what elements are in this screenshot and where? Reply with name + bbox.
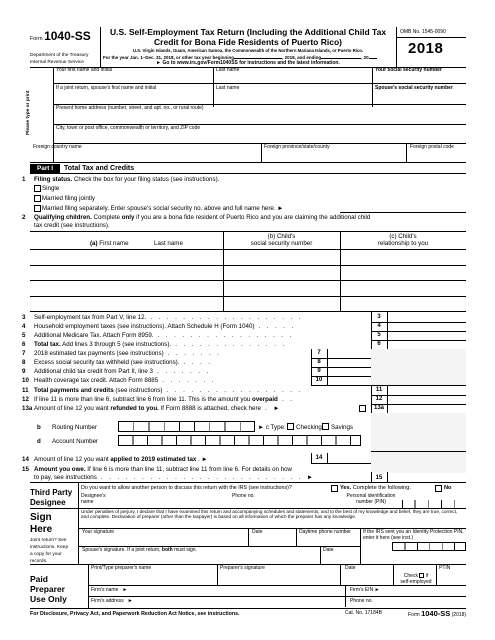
line10-label: Health coverage tax credit. Attach Form 8885 <box>34 377 159 384</box>
spouse-first-label: If a joint return, spouse's first name and initial <box>56 85 157 91</box>
third-party-question: Do you want to allow another person to discuss this return with the IRS (see instructions)? <box>81 485 292 491</box>
line9-dots: . . . . . . . <box>153 368 211 375</box>
province-input[interactable] <box>264 153 404 160</box>
line4-text <box>34 323 296 330</box>
line11-label: Total payments and credits <box>34 387 114 394</box>
line14-rule <box>311 463 371 464</box>
refund-shade <box>371 413 466 451</box>
routing-boxes[interactable] <box>118 421 255 432</box>
line9-box-num: 9 <box>317 368 321 374</box>
line14-num: 14 <box>22 456 29 463</box>
line4-box <box>371 322 387 331</box>
line15-box-r <box>387 472 388 482</box>
prep-v2 <box>340 565 341 585</box>
sign-v2 <box>296 528 297 546</box>
line9-text <box>34 368 211 375</box>
savings-label: Savings <box>331 424 354 431</box>
line1-text <box>34 176 219 183</box>
child-col-c-head-1: (c) Child's <box>389 233 417 240</box>
line6-dots: . . . . . . . . . . . . . . <box>171 341 287 348</box>
first-name-label: Your first name and initial <box>56 67 112 73</box>
prep-v3 <box>393 565 394 585</box>
line7-dots: . . . . . . . <box>163 350 222 357</box>
spouse-sig-a: Spouse's signature. If a joint return, <box>82 547 162 553</box>
designee-pin-boxes[interactable] <box>402 500 466 508</box>
line13a-box <box>371 404 387 413</box>
child-col-c-head-2: relationship to you <box>377 240 429 247</box>
postal-label: Foreign postal code <box>410 144 454 150</box>
form-number: 1040-SS <box>44 29 91 43</box>
last-name-label: Last name <box>216 67 240 73</box>
daytime-phone-label: Daytime phone number <box>299 529 351 535</box>
footer-form-year: (2018) <box>451 612 467 618</box>
sign-v4 <box>320 546 321 564</box>
ippin-boxes[interactable] <box>392 542 466 551</box>
first-name-input[interactable] <box>56 75 211 82</box>
line14-arrow: . ► <box>196 456 208 463</box>
country-label: Foreign country name <box>33 144 82 150</box>
firm-name-text: Firm's name <box>91 587 119 593</box>
line8-box <box>311 358 327 367</box>
firm-address-text: Firm's address <box>91 598 124 604</box>
child-row-4 <box>30 296 466 297</box>
address-input[interactable] <box>56 114 464 122</box>
line4-box-num: 4 <box>377 323 381 329</box>
header-divider-right <box>396 27 397 67</box>
line7-box-num: 7 <box>317 350 321 356</box>
designee-name-label: Designee's name <box>81 493 106 505</box>
line12-overpaid: overpaid <box>252 396 278 403</box>
line11-box <box>371 386 387 395</box>
spouse-ssn-label: Spouse's social security number <box>375 85 453 91</box>
line15-label: Amount you owe. <box>34 466 86 473</box>
third-party-label-1: Third Party <box>30 488 73 497</box>
line2-rest-a: Complete <box>91 214 122 221</box>
line14-box-num: 14 <box>315 455 323 461</box>
line6-box <box>371 340 387 349</box>
id-v1 <box>213 67 214 107</box>
preparer-name-label: Print/Type preparer's name <box>91 565 152 571</box>
id-h5 <box>30 162 466 163</box>
line8-label: Excess social security tax withheld (see instructions). <box>34 359 180 366</box>
line3-num: 3 <box>22 314 26 321</box>
line13a-box-num: 13a <box>373 405 384 411</box>
tax-year-begin: For the year Jan. 1–Dec. 31, 2018, or other tax year beginning <box>103 55 235 60</box>
self-employed-checkbox[interactable] <box>419 573 424 578</box>
child-table-top <box>30 231 466 232</box>
line5-text <box>34 332 294 339</box>
city-label: City, town or post office, commonwealth or territory, and ZIP code <box>56 125 201 131</box>
omb-number: OMB No. 1545-0090 <box>400 29 446 35</box>
ctype-label: ► c Type: <box>258 424 286 431</box>
line1-label: Filing status. <box>34 176 73 183</box>
footer-form <box>408 610 466 619</box>
part1-title: Total Tax and Credits <box>64 165 135 172</box>
line15-shade-above <box>371 452 466 473</box>
form-title-1: U.S. Self-Employment Tax Return (Including the Additional Child Tax <box>109 27 387 37</box>
child-col-a-head <box>90 240 183 247</box>
line12-text <box>34 396 294 403</box>
line4-label: Household employment taxes (see instructions). Attach Schedule H (Form 1040) <box>34 323 255 330</box>
omb-rule <box>396 37 466 38</box>
child-col-b-head-2: social security number <box>250 240 313 247</box>
lines7-10-shade <box>371 349 466 385</box>
line12-label: If line 11 is more than line 6, subtract line 6 from line 11. This is the amount you <box>34 396 253 403</box>
line10-dots: . . . . . . . <box>158 377 216 384</box>
line13a-refunded: refunded to you. <box>110 405 159 412</box>
firm-ein-label: Firm's EIN ► <box>350 587 380 593</box>
line1-num: 1 <box>22 176 26 183</box>
ippin-label: If the IRS sent you an Identity Protection PIN, enter it here (see inst.) <box>363 529 464 541</box>
self-employed-check <box>397 573 435 585</box>
spouse-first-input[interactable] <box>56 94 211 102</box>
form-subtitle: U.S. Virgin Islands, Guam, American Samoa, the Commonwealth of the Northern Mariana Islands, or Puerto Rico. <box>132 48 364 53</box>
line11-rest: (see instructions) <box>113 387 163 394</box>
id-v4 <box>406 143 407 162</box>
line2-text <box>34 214 370 221</box>
check-label: Check <box>403 572 418 579</box>
checking-checkbox[interactable] <box>287 423 294 430</box>
sign-date-label: Date <box>252 529 263 535</box>
line5-num: 5 <box>22 332 26 339</box>
line12-num: 12 <box>22 396 29 403</box>
line13a-dots: . ► <box>260 405 282 412</box>
part1-rule <box>30 173 466 174</box>
line11-num: 11 <box>22 387 29 394</box>
line8-box-num: 8 <box>317 359 321 365</box>
line10-num: 10 <box>22 377 29 384</box>
savings-checkbox[interactable] <box>322 423 329 430</box>
child-row-2 <box>30 265 466 266</box>
irs: Internal Revenue Service <box>30 60 84 65</box>
designee-no: No <box>444 485 452 491</box>
single-label: Single <box>42 185 60 192</box>
tax-year-20: , 20 <box>361 55 369 60</box>
spouse-sig-both: both <box>161 547 173 553</box>
print-label-text: Please type or print <box>26 90 32 136</box>
line8-text <box>34 359 212 366</box>
child-row-3 <box>30 280 466 281</box>
province-label: Foreign province/state/county <box>264 144 330 150</box>
line5-label: Additional Medicare Tax. Attach Form 8959. <box>34 332 154 339</box>
form-id <box>30 30 100 44</box>
preparer-label-2: Preparer <box>30 584 65 594</box>
footer-cat: Cat. No. 17184B <box>345 610 382 616</box>
sign-divider <box>78 508 79 564</box>
line5-box-num: 5 <box>377 332 381 338</box>
line9-num: 9 <box>22 368 26 375</box>
line6-text <box>34 341 286 348</box>
postal-input[interactable] <box>410 153 464 160</box>
preparer-label-3: Use Only <box>30 594 67 604</box>
firm-ein-text: Firm's EIN <box>350 587 374 593</box>
ptin-label: PTIN <box>439 565 451 571</box>
tax-year-end: , 2018, and ending <box>282 55 322 60</box>
footer-form-number: 1040-SS <box>421 609 451 618</box>
line12-box-num: 12 <box>375 396 383 402</box>
line3-box <box>371 313 387 322</box>
line13a-num: 13a <box>22 405 33 412</box>
line14-box-r <box>327 453 328 463</box>
third-party-divider <box>78 483 79 508</box>
line15-box-num: 15 <box>375 475 383 481</box>
line14-text <box>34 456 208 463</box>
form-title-2: Credit for Bona Fide Residents of Puerto Rico) <box>154 37 342 47</box>
child-col-b-head-1: (b) Child's <box>267 233 296 240</box>
line14-bold: applied to 2019 estimated tax <box>110 456 197 463</box>
line5-dots: . . . . . . . . . . . . . . . . . <box>153 332 294 339</box>
designee-phone-label: Phone no. <box>232 493 255 499</box>
checking-label: Checking <box>296 424 322 431</box>
line6-box-num: 6 <box>377 341 381 347</box>
line4-dots: . . . . . <box>254 323 296 330</box>
mfj-checkbox[interactable] <box>34 195 41 202</box>
line7-num: 7 <box>22 350 26 357</box>
line13a-label: Amount of line 12 you want <box>34 405 111 412</box>
line10-text <box>34 377 216 384</box>
col-a-last: Last name <box>154 240 183 247</box>
line7-text <box>34 350 221 357</box>
line8-dots: . . . . <box>179 359 213 366</box>
line6-label: Total tax. <box>34 341 61 348</box>
third-party-label-2: Designee <box>30 498 66 507</box>
footer-notice: For Disclosure, Privacy Act, and Paperwork Reduction Act Notice, see instructions. <box>30 611 240 617</box>
footer-form-word: Form <box>408 612 420 618</box>
sign-h1 <box>78 528 466 529</box>
ssn-label: Your social security number <box>375 67 442 73</box>
prep-h1 <box>88 585 466 586</box>
line8-num: 8 <box>22 359 26 366</box>
designee-yes <box>340 485 411 491</box>
spouse-last-label: Last name <box>216 85 240 91</box>
designee-no-checkbox[interactable] <box>435 485 442 492</box>
preparer-bottom-rule <box>30 608 466 609</box>
line9-label: Additional child tax credit from Part II, line 3 <box>34 368 153 375</box>
designee-yes-label: Yes. <box>340 485 352 491</box>
mfs-label: Married filing separately. Enter spouse's social security no. above and full name here. ► <box>42 205 284 212</box>
prep-v4 <box>436 565 437 585</box>
line3-box-num: 3 <box>377 314 381 320</box>
sign-v1 <box>248 528 249 546</box>
department: Department of the Treasury <box>30 53 89 58</box>
prep-v1 <box>217 565 218 585</box>
form8888-checkbox[interactable] <box>359 405 366 412</box>
line7-box <box>311 349 327 358</box>
line15-num: 15 <box>22 466 29 473</box>
mfs-name-line <box>340 212 466 213</box>
line13b-letter: b <box>37 424 41 431</box>
your-signature-label: Your signature <box>82 529 115 535</box>
country-input[interactable] <box>33 153 259 160</box>
city-input[interactable] <box>56 133 464 141</box>
line2-num: 2 <box>22 214 26 221</box>
sign-note: Joint return? See instructions. Keep a copy for your records. <box>30 538 69 564</box>
mfj-label: Married filing jointly <box>42 195 95 202</box>
line13d-letter: d <box>37 438 41 445</box>
line10-box-num: 10 <box>315 377 323 383</box>
child-row-1 <box>30 249 466 250</box>
address-label: Present home address (number, street, and apt. no., or rural route) <box>56 105 204 111</box>
line9-box <box>311 367 327 376</box>
line7-label: 2018 estimated tax payments (see instructions) <box>34 350 164 357</box>
self-employed-label: self-employed <box>400 578 432 585</box>
account-label: Account Number <box>52 438 99 445</box>
line15-rest: If line 6 is more than line 11, subtract line 11 from line 6. For details on how <box>85 466 293 473</box>
line1-rest: Check the box for your filing status (see instructions). <box>72 176 220 183</box>
single-checkbox[interactable] <box>34 185 41 192</box>
sign-v3 <box>360 528 361 564</box>
id-h1 <box>53 83 466 84</box>
line15-dots: . . . . . . . . . . . . . . . . . . . . . . . . . ► <box>96 474 316 481</box>
designee-yes-rest: Complete the following. <box>351 485 411 491</box>
col-a-first: First name <box>99 240 129 247</box>
line15-text-2 <box>34 474 315 481</box>
id-h4 <box>53 143 466 144</box>
spouse-signature-label <box>82 548 197 554</box>
last-name-input[interactable] <box>216 75 370 82</box>
preparer-phone-label: Phone no. <box>350 598 373 604</box>
goto-line: ► Go to www.irs.gov/Form1040SS for instructions and the latest information. <box>156 60 340 66</box>
line3-text <box>34 314 303 321</box>
line2-text-2: tax credit (see instructions). <box>34 222 110 229</box>
line11-text <box>34 387 303 394</box>
spouse-last-input[interactable] <box>216 94 370 102</box>
line14-box <box>311 454 327 463</box>
preparer-divider <box>88 565 89 608</box>
form-year: 2018 <box>408 40 444 57</box>
child-row-5 <box>30 311 466 312</box>
line6-rest: Add lines 3 through 5 (see instructions). <box>60 341 172 348</box>
line12-box <box>371 395 387 404</box>
line2-rest-b: if you are a bona fide resident of Puerto Rico and you are claiming the additional child <box>134 214 371 221</box>
line10-box <box>311 376 327 385</box>
ssn-input[interactable] <box>375 75 465 82</box>
print-label <box>22 68 32 162</box>
line11-dots: . . . . . . . . . . . . . . . . . <box>162 387 303 394</box>
line2-label: Qualifying children. <box>34 214 92 221</box>
designee-yes-checkbox[interactable] <box>331 485 338 492</box>
routing-label: Routing Number <box>52 424 98 431</box>
line11-box-num: 11 <box>375 387 383 393</box>
spouse-ssn-input[interactable] <box>375 94 465 102</box>
spouse-date-label: Date <box>323 547 334 553</box>
line15-line2: to pay, see instructions <box>34 474 97 481</box>
line3-label: Self-employment tax from Part V, line 12. <box>34 314 147 321</box>
col-a-letter: (a) <box>90 240 98 247</box>
line5-box <box>371 331 387 340</box>
line13a-rest: If Form 8888 is attached, check here <box>158 405 261 412</box>
line12-dots: . . <box>277 396 295 403</box>
line6-num: 6 <box>22 341 26 348</box>
perjury-statement: Under penalties of perjury, I declare that I have examined this return and accompanying schedules and statements, and to the best of my knowledge and belief, they are true, correct, and complete. Declaration of preparer (other than the taxpayer) is based on all information of which the preparer has any knowledge. <box>81 509 458 520</box>
spouse-sig-c: must sign. <box>172 547 197 553</box>
part1-bottom-rule <box>30 482 466 483</box>
line10-rule <box>311 385 466 386</box>
sign-label-1: Sign <box>30 512 52 523</box>
sign-label-2: Here <box>30 524 53 535</box>
preparer-label-1: Paid <box>30 574 48 584</box>
id-v2 <box>372 67 373 107</box>
preparer-sig-label: Preparer's signature <box>220 565 265 571</box>
prep-h2 <box>88 596 466 597</box>
firm-name-label: Firm's name ► <box>91 587 128 593</box>
firm-address-label: Firm's address ► <box>91 598 133 604</box>
line15-text <box>34 466 292 473</box>
id-v3 <box>261 143 262 162</box>
designee-pin-label: Personal identification number (PIN) <box>346 493 396 505</box>
preparer-date-label: Date <box>345 565 356 571</box>
line13a-text <box>34 405 282 412</box>
mfs-checkbox[interactable] <box>34 205 41 212</box>
if-label: if <box>425 572 429 579</box>
account-boxes[interactable] <box>118 435 361 446</box>
line4-num: 4 <box>22 323 26 330</box>
line2-only: only <box>121 214 135 221</box>
part1-badge: Part I <box>30 164 60 173</box>
line14-label: Amount of line 12 you want <box>34 456 111 463</box>
line3-dots: . . . . . . . . . . . . . . . . . . . <box>146 314 303 321</box>
form-word: Form <box>30 36 43 42</box>
